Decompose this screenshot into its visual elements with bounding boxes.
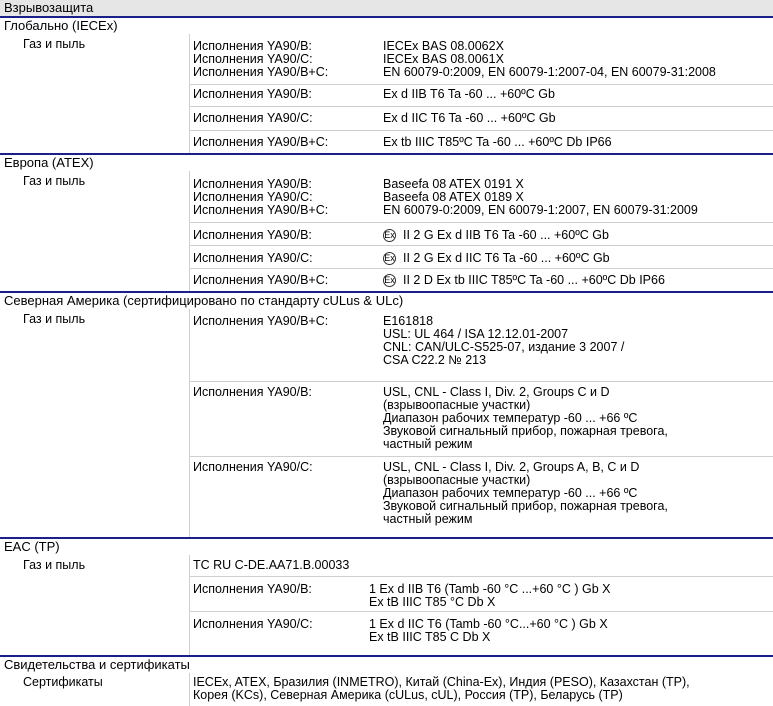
cert-line: Диапазон рабочих температур -60 ... +66 ºC bbox=[383, 486, 638, 500]
row-divider bbox=[189, 130, 773, 131]
column-divider bbox=[189, 34, 190, 154]
row-divider bbox=[189, 84, 773, 85]
ex-mark-icon: Ex bbox=[384, 275, 395, 285]
variant-label: Исполнения YA90/C: bbox=[193, 460, 313, 474]
cert-line: E161818 bbox=[383, 314, 434, 328]
section-heading-eac: EAC (TP) bbox=[0, 537, 773, 553]
marking-line: 1 Ex d IIB T6 (Tamb -60 °C ...+60 °C ) Gb X bbox=[369, 582, 611, 596]
variant-label: Исполнения YA90/B: bbox=[193, 39, 312, 53]
cert-value: Baseefa 08 ATEX 0189 X bbox=[383, 190, 524, 204]
column-divider bbox=[189, 673, 190, 706]
variant-label: Исполнения YA90/B: bbox=[193, 228, 312, 242]
page-title: Взрывозащита bbox=[0, 0, 773, 16]
column-divider bbox=[189, 309, 190, 537]
variant-label: Исполнения YA90/C: bbox=[193, 251, 313, 265]
variant-label: Исполнения YA90/C: bbox=[193, 617, 313, 631]
marking-value: II 2 G Ex d IIB T6 Ta -60 ... +60ºC Gb bbox=[403, 228, 609, 242]
cert-line: USL, CNL - Class I, Div. 2, Groups C и D bbox=[383, 385, 610, 399]
variant-label: Исполнения YA90/B+C: bbox=[193, 314, 329, 328]
variant-label: Исполнения YA90/B: bbox=[193, 582, 312, 596]
cert-line: USL, CNL - Class I, Div. 2, Groups A, B, C и D bbox=[383, 460, 640, 474]
row-divider bbox=[189, 381, 773, 382]
cert-line: частный режим bbox=[383, 437, 473, 451]
variant-label: Исполнения YA90/B+C: bbox=[193, 65, 329, 79]
marking-value: Ex d IIB T6 Ta -60 ... +60ºC Gb bbox=[383, 87, 555, 101]
row-label: Газ и пыль bbox=[23, 558, 86, 572]
marking-value: Ex d IIC T6 Ta -60 ... +60ºC Gb bbox=[383, 111, 556, 125]
certificates-line: IECEx, ATEX, Бразилия (INMETRO), Китай (China-Ex), Индия (PESO), Казахстан (TP), bbox=[193, 675, 690, 689]
marking-line: Ex tB IIIC T85 C Db X bbox=[369, 630, 491, 644]
marking-value: II 2 G Ex d IIC T6 Ta -60 ... +60ºC Gb bbox=[403, 251, 610, 265]
cert-line: Диапазон рабочих температур -60 ... +66 ºC bbox=[383, 411, 638, 425]
row-divider bbox=[189, 106, 773, 107]
column-divider bbox=[189, 171, 190, 291]
cert-line: (взрывоопасные участки) bbox=[383, 473, 531, 487]
cert-value: IECEx BAS 08.0062X bbox=[383, 39, 504, 53]
marking-line: 1 Ex d IIC T6 (Tamb -60 °C...+60 °C ) Gb X bbox=[369, 617, 608, 631]
cert-line: частный режим bbox=[383, 512, 473, 526]
marking-line: Ex tB IIIC T85 °C Db X bbox=[369, 595, 496, 609]
row-divider bbox=[189, 456, 773, 457]
section-heading-certificates: Свидетельства и сертификаты bbox=[0, 655, 773, 671]
cert-number: TC RU C-DE.AA71.B.00033 bbox=[193, 558, 350, 572]
ex-mark-icon: Ex bbox=[384, 230, 395, 240]
row-divider bbox=[189, 611, 773, 612]
variant-label: Исполнения YA90/C: bbox=[193, 111, 313, 125]
certificates-line: Корея (KCs), Северная Америка (cULus, cUL), Россия (TP), Беларусь (TP) bbox=[193, 688, 623, 702]
row-divider bbox=[189, 576, 773, 577]
section-heading-iecex: Глобально (IECEx) bbox=[0, 16, 773, 32]
variant-label: Исполнения YA90/B+C: bbox=[193, 203, 329, 217]
cert-line: Звуковой сигнальный прибор, пожарная тревога, bbox=[383, 499, 668, 513]
section-heading-atex: Европа (ATEX) bbox=[0, 153, 773, 169]
variant-label: Исполнения YA90/C: bbox=[193, 190, 313, 204]
cert-line: CNL: CAN/ULC-S525-07, издание 3 2007 / bbox=[383, 340, 625, 354]
variant-label: Исполнения YA90/C: bbox=[193, 52, 313, 66]
variant-label: Исполнения YA90/B: bbox=[193, 87, 312, 101]
standard-value: EN 60079-0:2009, EN 60079-1:2007-04, EN 60079-31:2008 bbox=[383, 65, 716, 79]
row-divider bbox=[189, 222, 773, 223]
marking-value: II 2 D Ex tb IIIC T85ºC Ta -60 ... +60ºC Db IP66 bbox=[403, 273, 665, 287]
ex-mark-icon: Ex bbox=[384, 253, 395, 263]
marking-value: Ex tb IIIC T85ºC Ta -60 ... +60ºC Db IP66 bbox=[383, 135, 612, 149]
variant-label: Исполнения YA90/B: bbox=[193, 385, 312, 399]
row-label: Газ и пыль bbox=[23, 174, 86, 188]
variant-label: Исполнения YA90/B: bbox=[193, 177, 312, 191]
column-divider bbox=[189, 555, 190, 655]
cert-line: USL: UL 464 / ISA 12.12.01-2007 bbox=[383, 327, 569, 341]
cert-line: (взрывоопасные участки) bbox=[383, 398, 531, 412]
variant-label: Исполнения YA90/B+C: bbox=[193, 273, 329, 287]
cert-value: IECEx BAS 08.0061X bbox=[383, 52, 504, 66]
cert-line: Звуковой сигнальный прибор, пожарная тревога, bbox=[383, 424, 668, 438]
cert-value: Baseefa 08 ATEX 0191 X bbox=[383, 177, 524, 191]
row-divider bbox=[189, 245, 773, 246]
row-label: Газ и пыль bbox=[23, 312, 86, 326]
standard-value: EN 60079-0:2009, EN 60079-1:2007, EN 60079-31:2009 bbox=[383, 203, 698, 217]
row-label: Сертификаты bbox=[23, 675, 103, 689]
section-heading-north-america: Северная Америка (сертифицировано по стандарту cULus & ULc) bbox=[0, 291, 773, 307]
row-label: Газ и пыль bbox=[23, 37, 86, 51]
cert-line: CSA C22.2 № 213 bbox=[383, 353, 487, 367]
row-divider bbox=[189, 268, 773, 269]
variant-label: Исполнения YA90/B+C: bbox=[193, 135, 329, 149]
